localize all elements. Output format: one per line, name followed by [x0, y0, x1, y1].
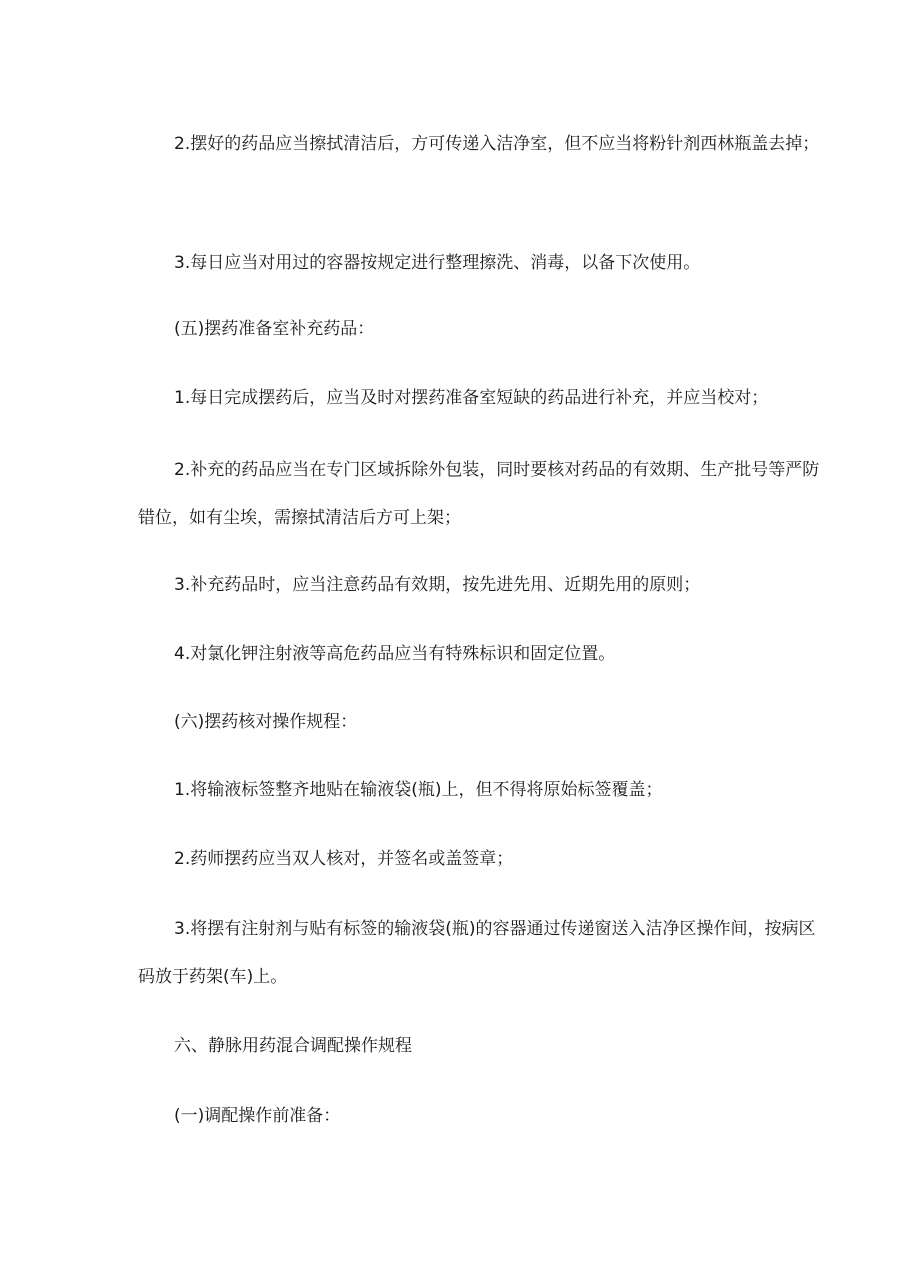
paragraph-high-risk-labeling: 4.对氯化钾注射液等高危药品应当有特殊标识和固定位置。: [174, 644, 616, 664]
section-heading-replenish: (五)摆药准备室补充药品：: [174, 319, 375, 339]
section-heading-preparation: (一)调配操作前准备：: [174, 1106, 341, 1126]
section-heading-checking-procedure: (六)摆药核对操作规程：: [174, 712, 358, 732]
chapter-heading-compounding: 六、静脉用药混合调配操作规程: [174, 1036, 412, 1056]
paragraph-double-check: 2.药师摆药应当双人核对，并签名或盖签章；: [174, 849, 514, 869]
paragraph-transfer-to-clean-room: 3.将摆有注射剂与贴有标签的输液袋(瓶)的容器通过传递窗送入洁净区操作间，按病区码放于药架(车)上。: [138, 919, 816, 987]
paragraph-clean-before-transfer: 2.摆好的药品应当擦拭清洁后，方可传递入洁净室，但不应当将粉针剂西林瓶盖去掉；: [174, 134, 820, 154]
paragraph-unpack-and-verify: 2.补充的药品应当在专门区域拆除外包装，同时要核对药品的有效期、生产批号等严防错位，如有尘埃，需擦拭清洁后方可上架；: [138, 460, 820, 528]
paragraph-expiry-principle: 3.补充药品时，应当注意药品有效期，按先进先用、近期先用的原则；: [174, 575, 701, 595]
paragraph-daily-container-cleaning: 3.每日应当对用过的容器按规定进行整理擦洗、消毒，以备下次使用。: [174, 253, 701, 273]
paragraph-attach-labels: 1.将输液标签整齐地贴在输液袋(瓶)上，但不得将原始标签覆盖；: [174, 780, 663, 800]
paragraph-daily-replenish: 1.每日完成摆药后，应当及时对摆药准备室短缺的药品进行补充，并应当校对；: [174, 388, 769, 408]
